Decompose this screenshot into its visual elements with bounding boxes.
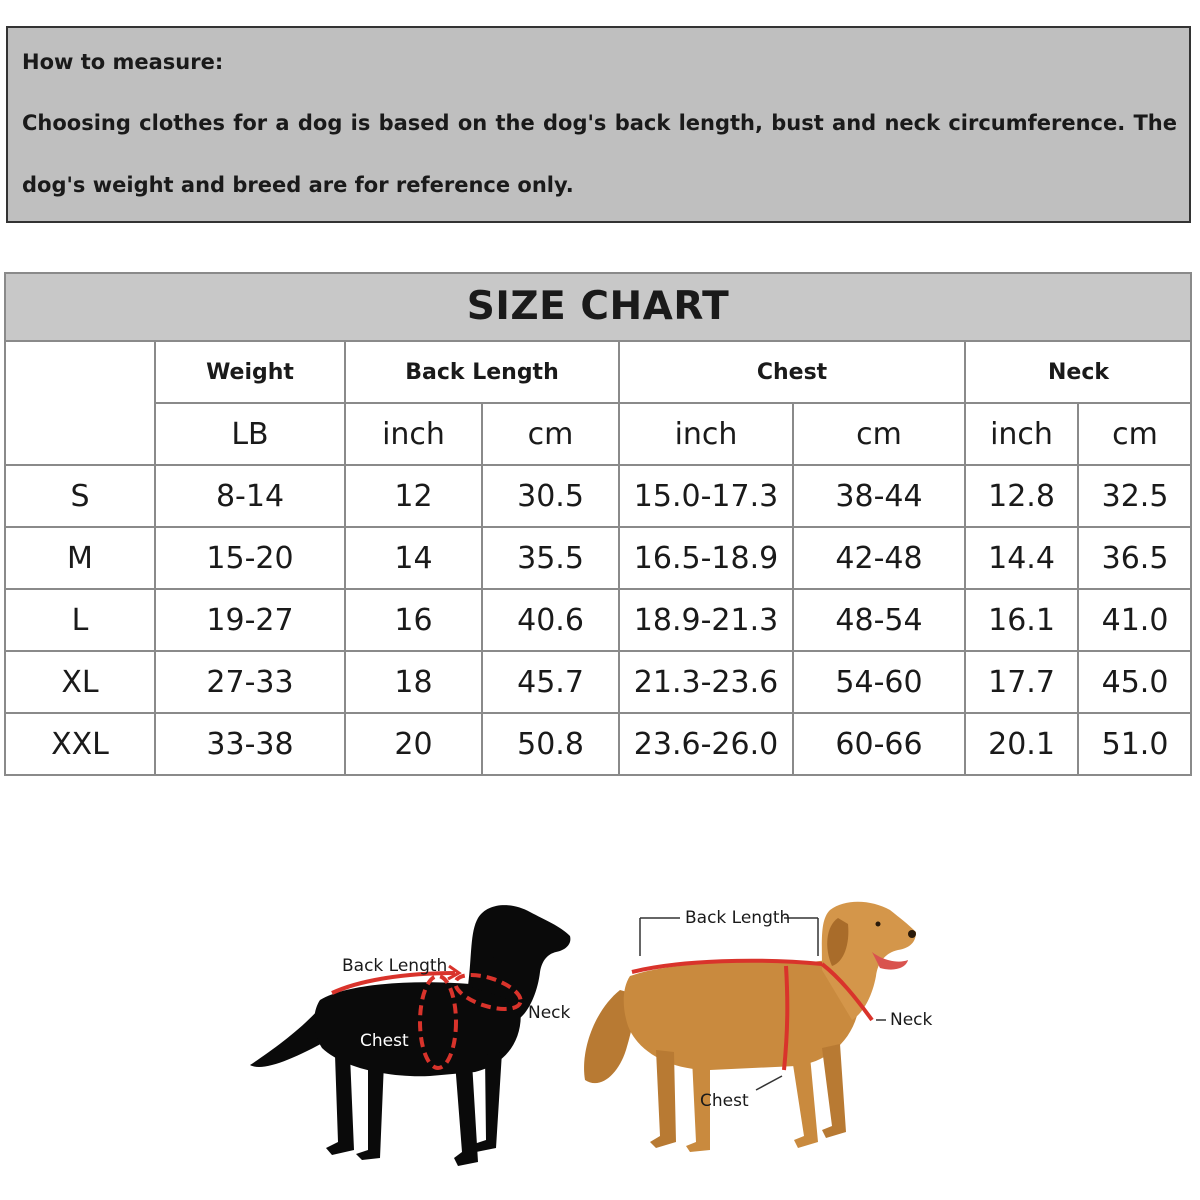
table-cell: 32.5 — [1078, 465, 1191, 527]
table-cell: 51.0 — [1078, 713, 1191, 774]
table-cell: 15.0-17.3 — [619, 465, 793, 527]
golden-dog-body — [584, 902, 916, 1152]
size-header-cell — [6, 342, 155, 465]
table-row — [6, 651, 1191, 713]
size-chart — [4, 272, 1192, 776]
table-cell: 19-27 — [155, 589, 345, 651]
chest-leader-line — [756, 1076, 782, 1090]
table-cell: 16.1 — [965, 589, 1078, 651]
unit-header: inch — [965, 403, 1078, 465]
table-cell: 48-54 — [793, 589, 965, 651]
table-cell: 33-38 — [155, 713, 345, 774]
group-header-chest: Chest — [619, 342, 965, 403]
table-cell: 14 — [345, 527, 482, 589]
unit-header: inch — [345, 403, 482, 465]
measurement-illustrations — [0, 880, 1200, 1180]
table-cell: 18.9-21.3 — [619, 589, 793, 651]
unit-header: LB — [155, 403, 345, 465]
table-row — [6, 465, 1191, 527]
unit-header: cm — [793, 403, 965, 465]
size-label: L — [6, 589, 155, 651]
golden-dog-illustration — [560, 880, 1160, 1180]
golden-dog-nose — [908, 930, 916, 938]
table-cell: 20 — [345, 713, 482, 774]
table-cell: 17.7 — [965, 651, 1078, 713]
unit-header: cm — [482, 403, 619, 465]
table-cell: 14.4 — [965, 527, 1078, 589]
chest-label: Chest — [700, 1091, 749, 1111]
table-cell: 12.8 — [965, 465, 1078, 527]
unit-header: inch — [619, 403, 793, 465]
how-to-measure-panel — [6, 26, 1191, 223]
table-row — [6, 527, 1191, 589]
table-cell: 20.1 — [965, 713, 1078, 774]
size-label: M — [6, 527, 155, 589]
size-chart-title: SIZE CHART — [6, 274, 1190, 342]
how-to-measure-text: Choosing clothes for a dog is based on the dog's back length, bust and neck circumference. The dog's weight and breed are for reference only. — [22, 111, 1177, 197]
table-cell: 38-44 — [793, 465, 965, 527]
black-dog-silhouette — [250, 905, 570, 1166]
size-label: XL — [6, 651, 155, 713]
table-cell: 36.5 — [1078, 527, 1191, 589]
table-cell: 42-48 — [793, 527, 965, 589]
group-header-neck: Neck — [965, 342, 1191, 403]
table-cell: 54-60 — [793, 651, 965, 713]
table-cell: 30.5 — [482, 465, 619, 527]
table-cell: 23.6-26.0 — [619, 713, 793, 774]
unit-header: cm — [1078, 403, 1191, 465]
table-cell: 18 — [345, 651, 482, 713]
back-length-label: Back Length — [342, 956, 448, 976]
table-cell: 12 — [345, 465, 482, 527]
golden-dog-eye — [876, 922, 881, 927]
table-cell: 16.5-18.9 — [619, 527, 793, 589]
table-cell: 8-14 — [155, 465, 345, 527]
how-to-measure-title: How to measure: — [22, 50, 224, 74]
neck-label: Neck — [528, 1003, 571, 1023]
black-dog-illustration — [0, 880, 600, 1180]
table-cell: 60-66 — [793, 713, 965, 774]
table-cell: 15-20 — [155, 527, 345, 589]
table-cell: 45.7 — [482, 651, 619, 713]
group-header-back-length: Back Length — [345, 342, 619, 403]
table-cell: 16 — [345, 589, 482, 651]
chest-label: Chest — [360, 1031, 409, 1051]
size-table — [6, 342, 1191, 774]
table-cell: 35.5 — [482, 527, 619, 589]
table-row — [6, 713, 1191, 774]
table-cell: 21.3-23.6 — [619, 651, 793, 713]
table-row — [6, 589, 1191, 651]
size-label: S — [6, 465, 155, 527]
table-cell: 27-33 — [155, 651, 345, 713]
table-cell: 45.0 — [1078, 651, 1191, 713]
size-label: XXL — [6, 713, 155, 774]
neck-label: Neck — [890, 1010, 933, 1030]
group-header-weight: Weight — [155, 342, 345, 403]
table-cell: 40.6 — [482, 589, 619, 651]
units-row — [6, 403, 1191, 465]
table-cell: 50.8 — [482, 713, 619, 774]
table-cell: 41.0 — [1078, 589, 1191, 651]
back-length-label: Back Length — [685, 908, 791, 928]
